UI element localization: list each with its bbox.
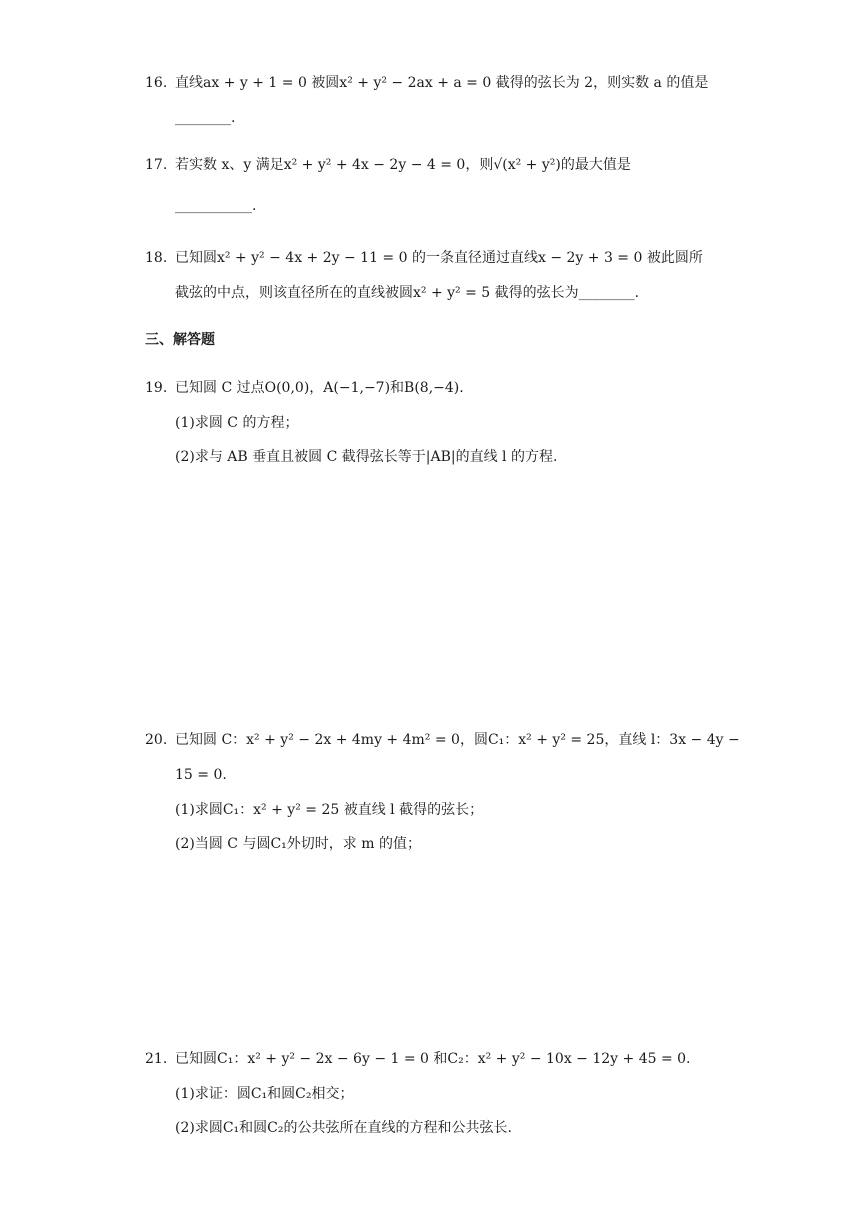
problem-number: 16. [145,75,168,91]
answer-blank: ________. [175,110,236,126]
section-heading: 三、解答题 [145,332,215,348]
problem-text-line: 直线ax + y + 1 = 0 被圆x² + y² − 2ax + a = 0 截得的弦长为 2，则实数 a 的值是 [175,75,709,91]
sub-question: (1)求圆C₁：x² + y² = 25 被直线 l 截得的弦长； [175,802,484,818]
sub-question: (2)求圆C₁和圆C₂的公共弦所在直线的方程和公共弦长. [175,1120,512,1136]
answer-blank: ___________. [175,198,257,214]
sub-question: (1)求圆 C 的方程； [175,415,299,431]
problem-text-line: 截弦的中点，则该直径所在的直线被圆x² + y² = 5 截得的弦长为________. [175,285,640,301]
problem-number: 21. [145,1051,168,1067]
problem-text-line: 已知圆 C：x² + y² − 2x + 4my + 4m² = 0，圆C₁：x² + y² = 25，直线 l：3x − 4y − [175,732,740,748]
problem-number: 20. [145,732,168,748]
sub-question: (1)求证：圆C₁和圆C₂相交； [175,1086,354,1102]
problem-text-line: 已知圆C₁：x² + y² − 2x − 6y − 1 = 0 和C₂：x² + y² − 10x − 12y + 45 = 0. [175,1051,691,1067]
problem-number: 19. [145,380,168,396]
problem-number: 17. [145,157,168,173]
sub-question: (2)当圆 C 与圆C₁外切时，求 m 的值； [175,836,421,852]
problem-text-line: 15 = 0. [175,767,227,783]
problem-text-line: 已知圆x² + y² − 4x + 2y − 11 = 0 的一条直径通过直线x − 2y + 3 = 0 被此圆所 [175,250,703,266]
problem-number: 18. [145,250,168,266]
problem-text-line: 若实数 x、y 满足x² + y² + 4x − 2y − 4 = 0，则√(x² + y²)的最大值是 [175,157,631,173]
sub-question: (2)求与 AB 垂直且被圆 C 截得弦长等于|AB|的直线 l 的方程. [175,449,558,465]
problem-text-line: 已知圆 C 过点O(0,0)，A(−1,−7)和B(8,−4). [175,380,464,396]
